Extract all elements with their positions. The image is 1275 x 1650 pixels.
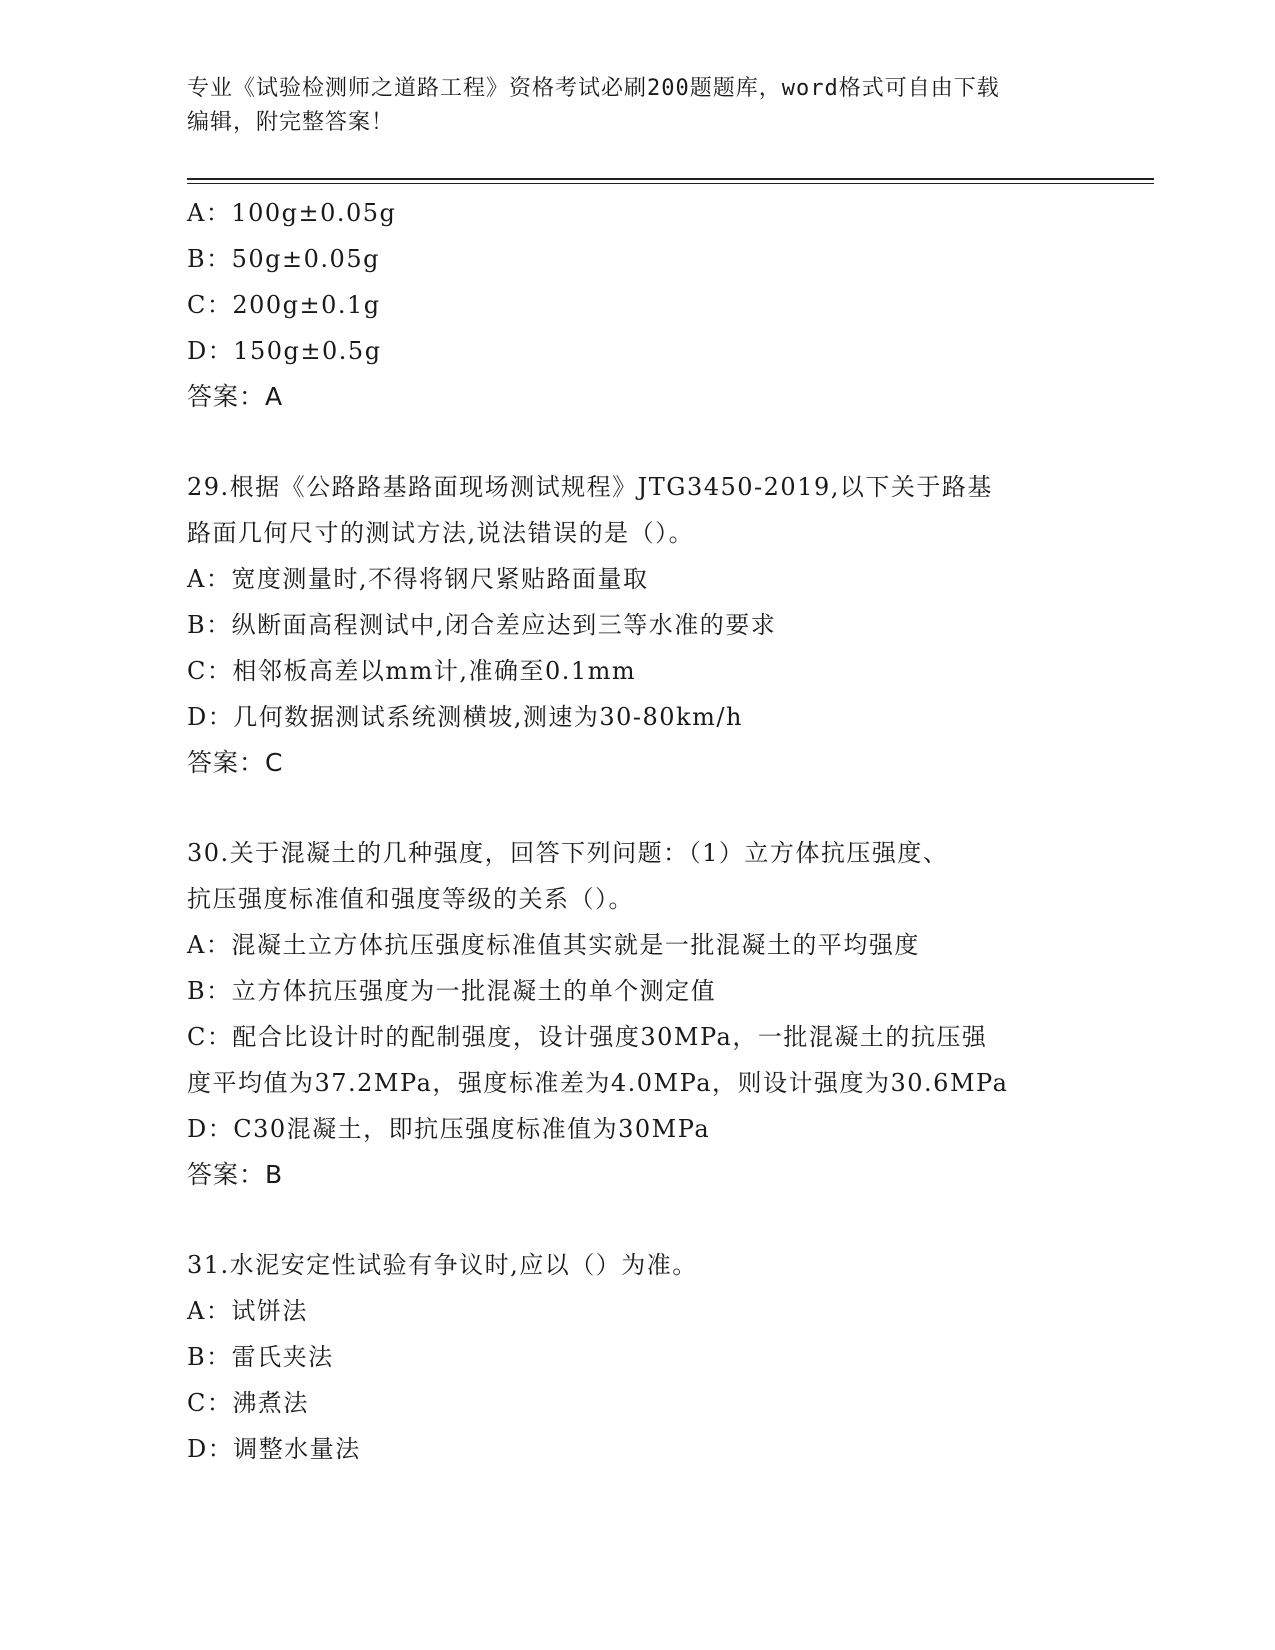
question-30-stem-line-1: 30.关于混凝土的几种强度，回答下列问题：（1）立方体抗压强度、 <box>187 839 949 867</box>
question-30-option-c-line-2: 度平均值为37.2MPa，强度标准差为4.0MPa，则设计强度为30.6MPa <box>187 1069 1009 1097</box>
document-body <box>187 190 1077 1472</box>
header-line-2: 编辑，附完整答案！ <box>187 110 395 135</box>
question-29-stem-line-1: 29.根据《公路路基路面现场测试规程》JTG3450-2019,以下关于路基 <box>187 473 993 501</box>
header-divider-thin <box>187 183 1154 184</box>
question-31-block <box>187 1242 1077 1472</box>
question-30-stem-line-2: 抗压强度标准值和强度等级的关系（）。 <box>187 885 634 913</box>
question-30-block <box>187 830 1077 1198</box>
question-29-block <box>187 464 1077 786</box>
question-31-stem: 31.水泥安定性试验有争议时,应以（）为准。 <box>187 1251 698 1279</box>
header-divider-thick <box>187 178 1154 180</box>
page-header <box>187 72 1067 140</box>
question-30-answer: 答案：B <box>187 1160 284 1189</box>
question-29-answer: 答案：C <box>187 748 284 777</box>
question-29-stem-line-2: 路面几何尺寸的测试方法,说法错误的是（）。 <box>187 519 695 547</box>
question-28-answer: 答案：A <box>187 382 284 411</box>
question-30-option-d: D：C30混凝土，即抗压强度标准值为30MPa <box>187 1115 711 1143</box>
question-28-option-c: C：200g±0.1g <box>187 291 381 319</box>
question-30-option-b: B：立方体抗压强度为一批混凝土的单个测定值 <box>187 977 717 1005</box>
question-29-option-c: C：相邻板高差以mm计,准确至0.1mm <box>187 657 637 685</box>
question-31-option-b: B：雷氏夹法 <box>187 1343 334 1371</box>
question-28-option-b: B：50g±0.05g <box>187 245 380 273</box>
question-29-option-b: B：纵断面高程测试中,闭合差应达到三等水准的要求 <box>187 611 777 639</box>
header-line-1: 专业《试验检测师之道路工程》资格考试必刷200题题库，word格式可自由下载 <box>187 76 1000 101</box>
question-31-option-d: D：调整水量法 <box>187 1435 361 1463</box>
question-28-block <box>187 190 1077 420</box>
question-28-option-d: D：150g±0.5g <box>187 337 382 365</box>
question-30-option-c-line-1: C：配合比设计时的配制强度，设计强度30MPa，一批混凝土的抗压强 <box>187 1023 988 1051</box>
question-29-option-d: D：几何数据测试系统测横坡,测速为30-80km/h <box>187 703 743 731</box>
question-29-option-a: A：宽度测量时,不得将钢尺紧贴路面量取 <box>187 565 649 593</box>
question-31-option-a: A：试饼法 <box>187 1297 308 1325</box>
question-28-option-a: A：100g±0.05g <box>187 199 397 227</box>
question-31-option-c: C：沸煮法 <box>187 1389 309 1417</box>
question-30-option-a: A：混凝土立方体抗压强度标准值其实就是一批混凝土的平均强度 <box>187 931 920 959</box>
